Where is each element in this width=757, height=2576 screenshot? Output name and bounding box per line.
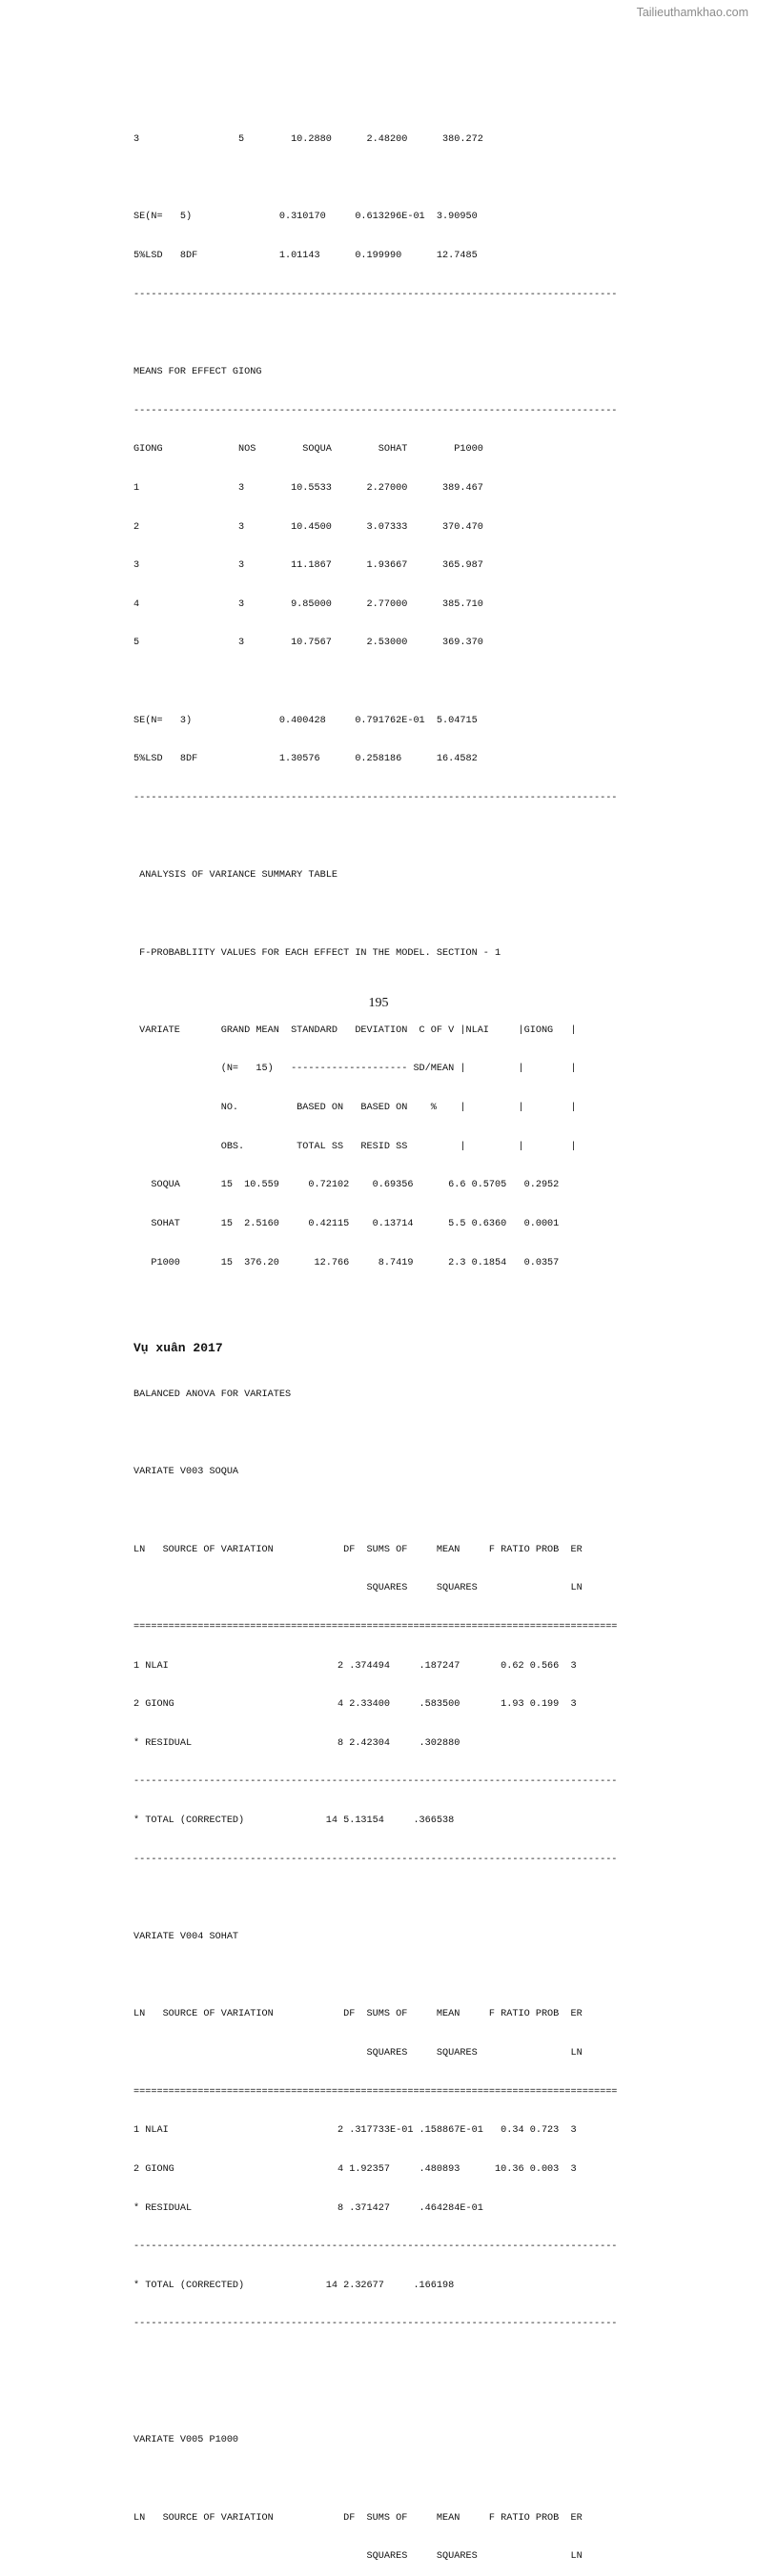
anova-header-2: SQUARES SQUARES LN [133,2551,583,2563]
rule: ----------------------------------------------------------------------------------- [133,2319,618,2330]
summary-title: ANALYSIS OF VARIANCE SUMMARY TABLE [133,870,338,882]
watermark: Tailieuthamkhao.com [636,6,748,19]
table-row: 1 NLAI 2 .317733E-01 .158867E-01 0.34 0.723 3 [133,2125,577,2137]
table-row: 2 GIONG 4 2.33400 .583500 1.93 0.199 3 [133,1699,577,1711]
anova-header-1: LN SOURCE OF VARIATION DF SUMS OF MEAN F RATIO PROB ER [133,2009,583,2020]
nlai-lsd: 5%LSD 8DF 1.01143 0.199990 12.7485 [133,251,478,262]
table-row: SOQUA 15 10.559 0.72102 0.69356 6.6 0.5705 0.2952 [133,1180,560,1191]
fprob-title: F-PROBABLIITY VALUES FOR EACH EFFECT IN THE MODEL. SECTION - 1 [133,947,501,959]
anova-header-2: SQUARES SQUARES LN [133,2047,583,2059]
nlai-se: SE(N= 5) 0.310170 0.613296E-01 3.90950 [133,212,478,223]
balanced-title: BALANCED ANOVA FOR VARIATES [133,1389,292,1401]
table-row: 3 3 11.1867 1.93667 365.987 [133,560,483,572]
nlai-row-3: 3 5 10.2880 2.48200 380.272 [133,134,483,146]
rule: ----------------------------------------------------------------------------------- [133,792,618,803]
giong-se: SE(N= 3) 0.400428 0.791762E-01 5.04715 [133,715,478,726]
anova-header-1: LN SOURCE OF VARIATION DF SUMS OF MEAN F RATIO PROB ER [133,1544,583,1555]
summary-header-4: OBS. TOTAL SS RESID SS | | | [133,1141,577,1152]
anova-header-1: LN SOURCE OF VARIATION DF SUMS OF MEAN F RATIO PROB ER [133,2512,583,2524]
giong-header: GIONG NOS SOQUA SOHAT P1000 [133,444,483,456]
table-row: P1000 15 376.20 12.766 8.7419 2.3 0.1854 0.0357 [133,1257,560,1268]
v004-title: VARIATE V004 SOHAT [133,1932,239,1943]
table-row: 1 3 10.5533 2.27000 389.467 [133,482,483,494]
rule: ----------------------------------------------------------------------------------- [133,2241,618,2253]
total-row: * TOTAL (CORRECTED) 14 2.32677 .166198 [133,2280,455,2291]
rule-double: =================================================================================== [133,1621,618,1633]
table-row: 4 3 9.85000 2.77000 385.710 [133,598,483,610]
summary-header-1: VARIATE GRAND MEAN STANDARD DEVIATION C OF V |NLAI |GIONG | [133,1024,577,1036]
section-heading: Vụ xuân 2017 [133,1340,223,1355]
summary-header-2: (N= 15) -------------------- SD/MEAN | | | [133,1064,577,1075]
table-row: * RESIDUAL 8 .371427 .464284E-01 [133,2202,483,2214]
giong-lsd: 5%LSD 8DF 1.30576 0.258186 16.4582 [133,754,478,765]
v005-title: VARIATE V005 P1000 [133,2435,239,2446]
page-number: 195 [368,996,389,1010]
table-row: 5 3 10.7567 2.53000 369.370 [133,638,483,649]
table-row: 2 3 10.4500 3.07333 370.470 [133,521,483,533]
anova-header-2: SQUARES SQUARES LN [133,1583,583,1594]
rule: ----------------------------------------------------------------------------------- [133,1776,618,1788]
table-row: SOHAT 15 2.5160 0.42115 0.13714 5.5 0.6360 0.0001 [133,1219,560,1230]
giong-title: MEANS FOR EFFECT GIONG [133,366,262,377]
rule-double: =================================================================================== [133,2086,618,2098]
rule: ----------------------------------------------------------------------------------- [133,405,618,416]
table-row: 1 NLAI 2 .374494 .187247 0.62 0.566 3 [133,1660,577,1672]
table-row: 2 GIONG 4 1.92357 .480893 10.36 0.003 3 [133,2163,577,2175]
table-row: * RESIDUAL 8 2.42304 .302880 [133,1737,460,1749]
total-row: * TOTAL (CORRECTED) 14 5.13154 .366538 [133,1815,455,1827]
v003-title: VARIATE V003 SOQUA [133,1467,239,1478]
summary-header-3: NO. BASED ON BASED ON % | | | [133,1103,577,1114]
rule: ----------------------------------------------------------------------------------- [133,289,618,300]
anova-output [133,108,617,2576]
rule: ----------------------------------------------------------------------------------- [133,1854,618,1865]
